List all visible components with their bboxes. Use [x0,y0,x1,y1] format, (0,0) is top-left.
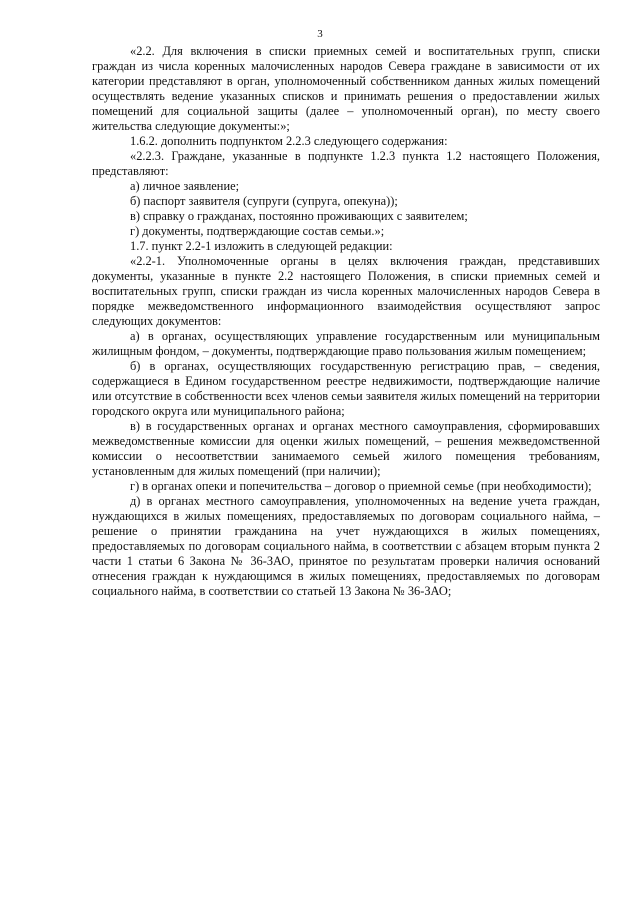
request-item-b: б) в органах, осуществляющих государственную регистрацию прав, – сведения, содержащиеся в Едином государственном реестре недвижимости, подтверждающие наличие или отсутствие в собственности всех членов семьи заявителя жилых помещений на территории городского округа или муниципального района; [92,359,600,418]
paragraph-2-2-1: «2.2-1. Уполномоченные органы в целях включения граждан, представивших документы, указанные в пункте 2.2 настоящего Положения, в списки приемных семей и воспитательных групп, списки граждан из числа коренных малочисленных народов Севера в порядке межведомственного информационного взаимодействия осуществляют запрос следующих документов: [92,254,600,328]
list-item-g: г) документы, подтверждающие состав семьи.»; [130,224,385,238]
page-number: 3 [317,28,323,40]
paragraph-1-7: 1.7. пункт 2.2-1 изложить в следующей редакции: [130,239,393,253]
request-item-v: в) в государственных органах и органах местного самоуправления, сформировавших межведомственные комиссии для оценки жилых помещений, – решения межведомственной комиссии о несоответствии занимаемого семьей жилого помещения требованиям, установленным для жилых помещений (при наличии); [92,419,600,478]
list-item-v: в) справку о гражданах, постоянно проживающих с заявителем; [130,209,468,223]
list-item-b: б) паспорт заявителя (супруги (супруга, опекуна)); [130,194,398,208]
list-item-a: а) личное заявление; [130,179,240,193]
request-item-d: д) в органах местного самоуправления, уполномоченных на ведение учета граждан, нуждающихся в жилых помещениях, предоставляемых по договорам социального найма, – решение о принятии гражданина на учет нуждающихся в жилых помещениях, предоставляемых по договорам социального найма, в соответствии с абзацем вторым пункта 2 части 1 статьи 6 Закона № 36-ЗАО, принятое по результатам проверки наличия оснований отнесения граждан к нуждающимся в жилых помещениях, предоставляемых по договорам социального найма, в соответствии со статьей 13 Закона № 36-ЗАО; [92,494,600,598]
request-item-a: а) в органах, осуществляющих управление государственным или муниципальным жилищным фондом, – документы, подтверждающие право пользования жилым помещением; [92,329,600,358]
document-body [92,44,600,599]
paragraph-2-2: «2.2. Для включения в списки приемных семей и воспитательных групп, списки граждан из числа коренных малочисленных народов Севера граждане в зависимости от их категории представляют в орган, уполномоченный собственником данных жилых помещений осуществлять ведение указанных списков и принимать решения о предоставлении жилых помещений для социальной защиты (далее – уполномоченный орган), по месту своего жительства следующие документы:»; [92,44,600,133]
paragraph-1-6-2: 1.6.2. дополнить подпунктом 2.2.3 следующего содержания: [130,134,448,148]
request-item-g: г) в органах опеки и попечительства – договор о приемной семье (при необходимости); [130,479,592,493]
paragraph-2-2-3: «2.2.3. Граждане, указанные в подпункте 1.2.3 пункта 1.2 настоящего Положения, представляют: [92,149,600,178]
